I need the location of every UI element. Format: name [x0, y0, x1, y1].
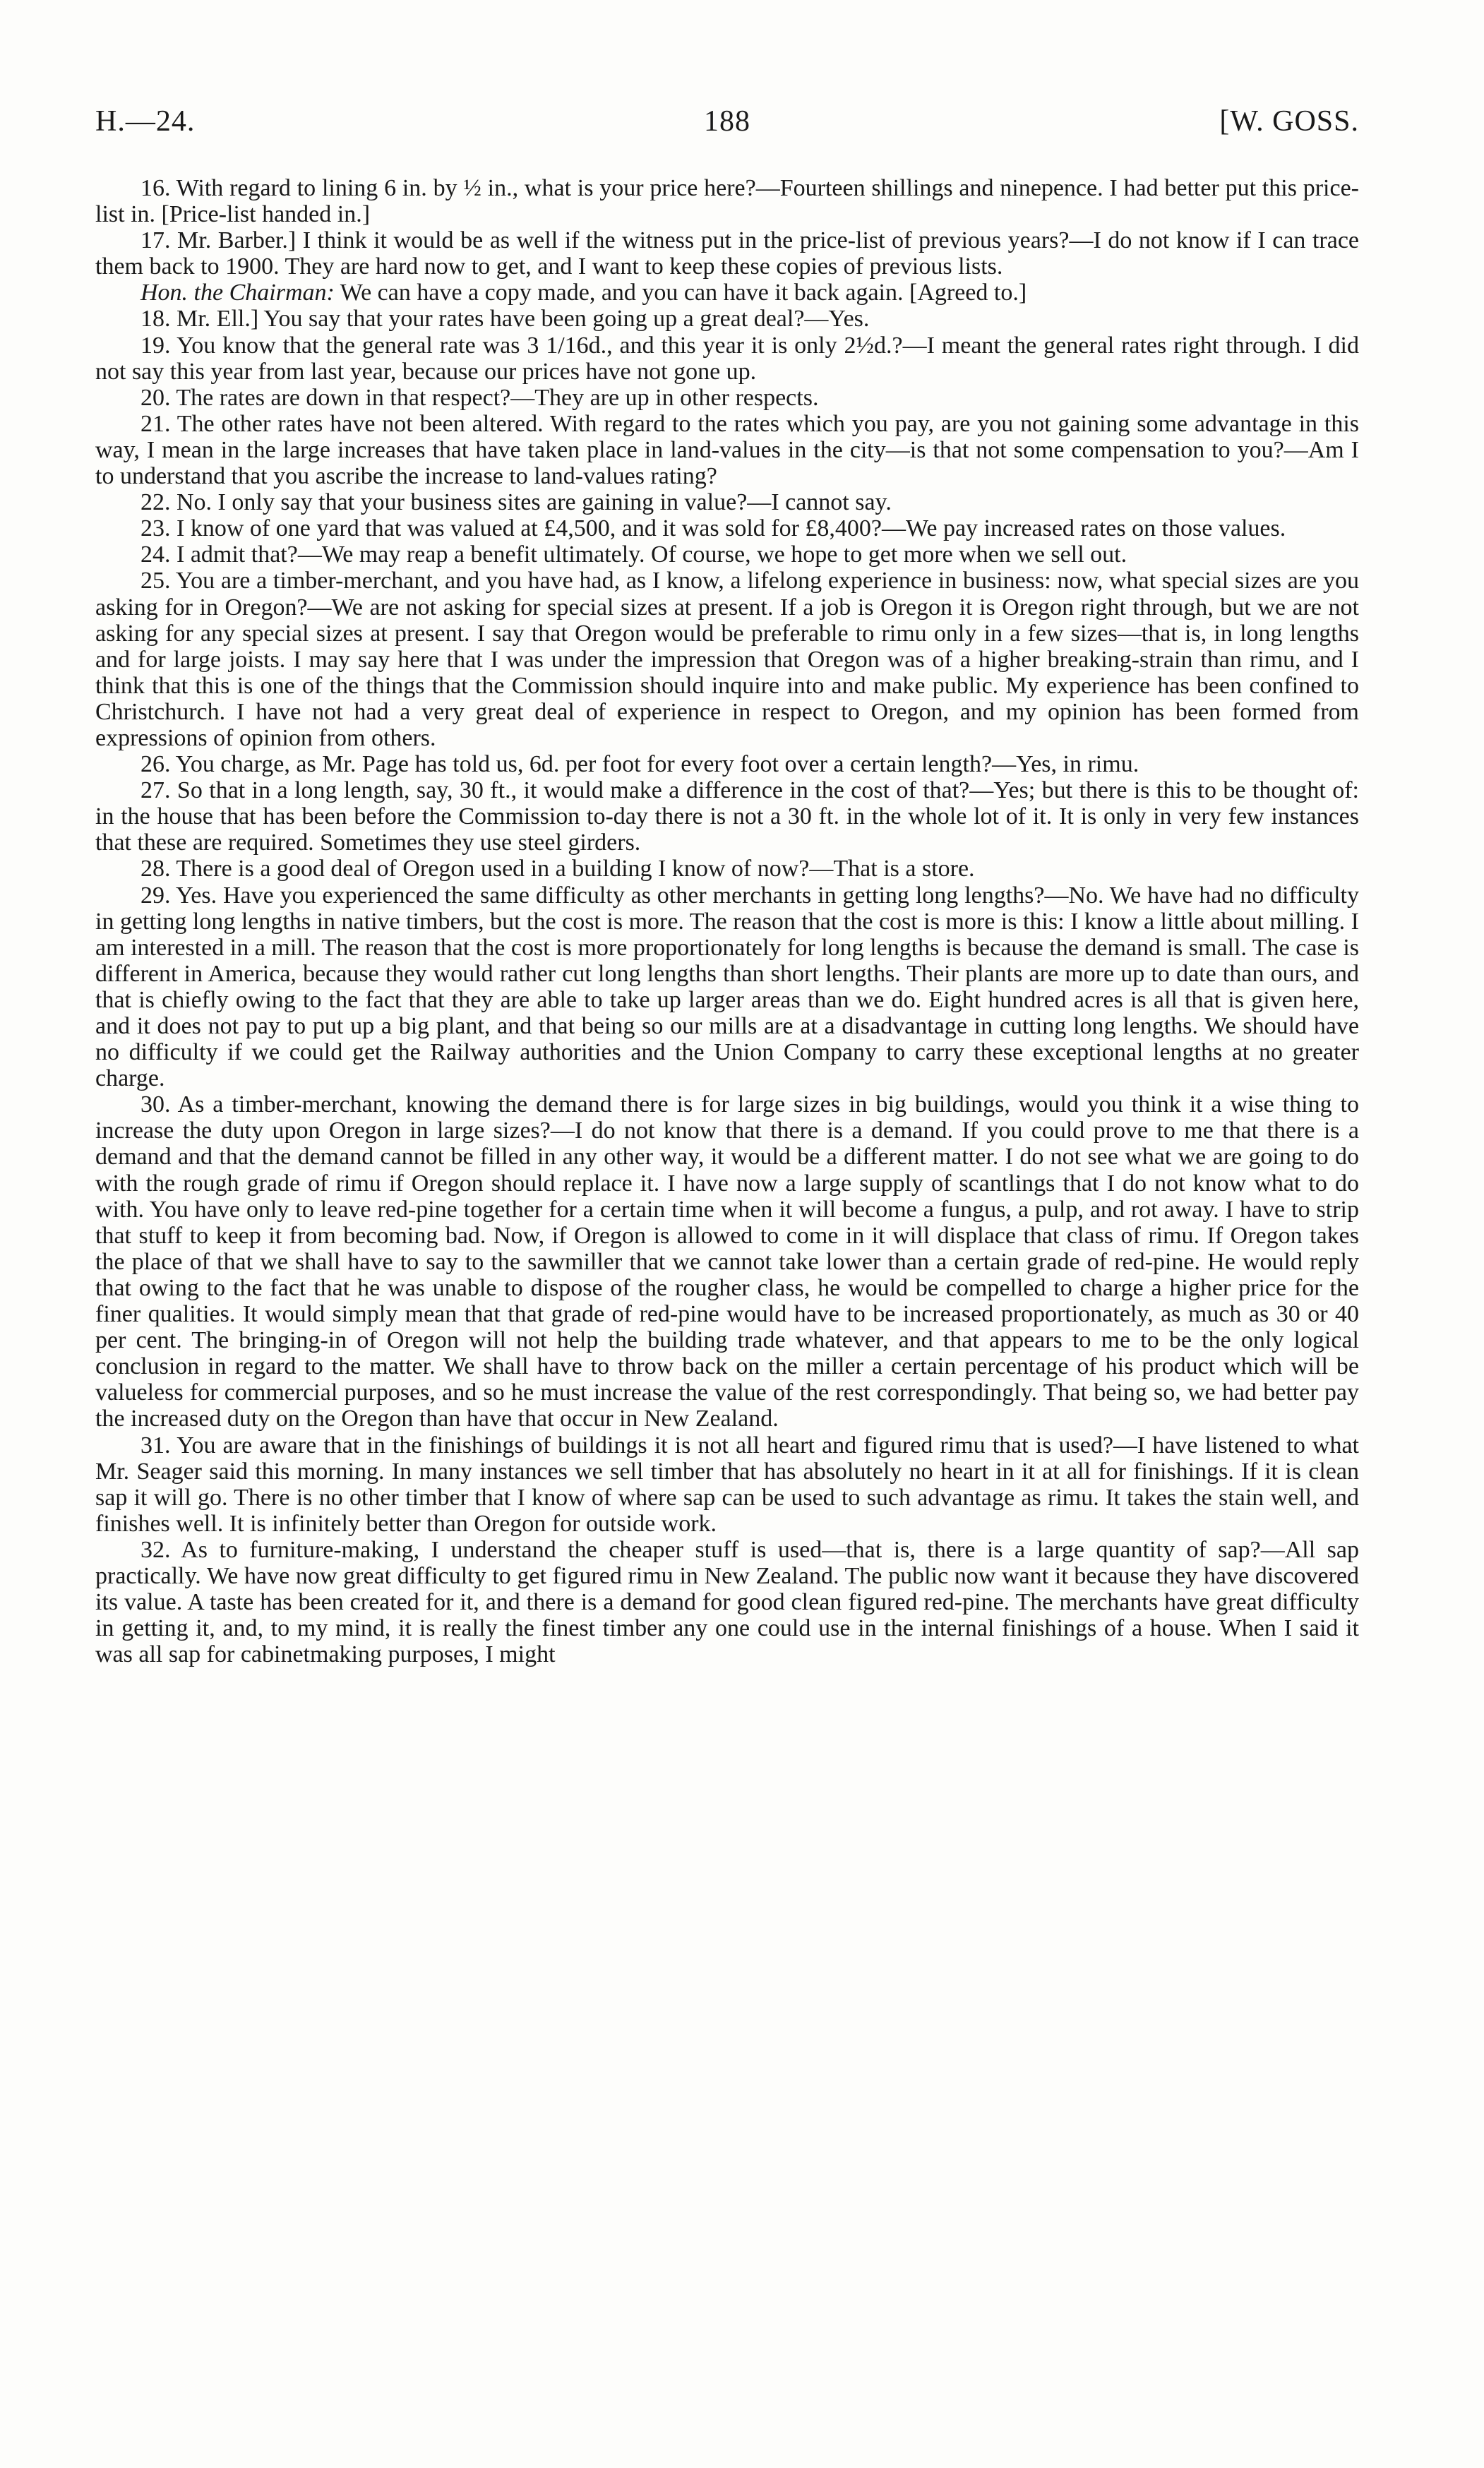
paragraph-q32: 32. As to furniture-making, I understand the cheaper stuff is used—that is, there is a large quantity of sap?—All sap practically. We have now great difficulty to get figured rimu in New Zealand. The public now want it because they have discovered its value. A taste has been created for it, and there is a demand for good clean figured red-pine. The merchants have great difficulty in getting it, and, to my mind, it is really the finest timber any one could use in the internal finishings of a house. When I said it was all sap for cabinetmaking purposes, I might [95, 1536, 1359, 1668]
paragraph-q31: 31. You are aware that in the finishings of buildings it is not all heart and figured rimu that is used?—I have listened to what Mr. Seager said this morning. In many instances we sell timber that has absolutely no heart in it at all for finishings. If it is clean sap it will go. There is no other timber that I know of where sap can be used to such advantage as rimu. It takes the stain well, and finishes well. It is infinitely better than Oregon for outside work. [95, 1432, 1359, 1537]
paragraph-q21: 21. The other rates have not been altered. With regard to the rates which you pay, are you not gaining some advantage in this way, I mean in the large increases that have taken place in land-values in the city—is that not some compensation to you?—Am I to understand that you ascribe the increase to land-values rating? [95, 410, 1359, 490]
paragraph-q16: 16. With regard to lining 6 in. by ½ in., what is your price here?—Fourteen shillings and ninepence. I had better put this price-list in. [Price-list handed in.] [95, 175, 1359, 228]
paragraph-q23: 23. I know of one yard that was valued at £4,500, and it was sold for £8,400?—We pay increased rates on those values. [140, 515, 1286, 542]
paragraph-chairman: Hon. the Chairman: We can have a copy made, and you can have it back again. [Agreed to.] [140, 280, 1027, 306]
page-header [95, 104, 1359, 154]
paragraph-q20: 20. The rates are down in that respect?—They are up in other respects. [140, 384, 819, 411]
paragraph-q28: 28. There is a good deal of Oregon used in a building I know of now?—That is a store. [140, 856, 975, 882]
paragraph-q26: 26. You charge, as Mr. Page has told us, 6d. per foot for every foot over a certain length?—Yes, in rimu. [140, 751, 1139, 778]
speaker-label: Hon. the Chairman: [140, 280, 335, 306]
body-text [95, 175, 1359, 1667]
witness-name: [W. GOSS. [1219, 105, 1359, 138]
document-reference: H.—24. [95, 105, 196, 138]
paragraph-q25: 25. You are a timber-merchant, and you have had, as I know, a lifelong experience in business: now, what special sizes are you asking for in Oregon?—We are not asking for special sizes at present. If a job is Oregon it is Oregon right through, but we are not asking for any special sizes at present. I say that Oregon would be preferable to rimu only in a few sizes—that is, in long lengths and for large joists. I may say here that I was under the impression that Oregon was of a higher breaking-strain than rimu, and I think that this is one of the things that the Commission should inquire into and make public. My experience has been confined to Christchurch. I have not had a very great deal of experience in respect to Oregon, and my opinion has been formed from expressions of opinion from others. [95, 568, 1359, 751]
paragraph-q24: 24. I admit that?—We may reap a benefit ultimately. Of course, we hope to get more when we sell out. [140, 541, 1127, 568]
paragraph-q17: 17. Mr. Barber.] I think it would be as well if the witness put in the price-list of previous years?—I do not know if I can trace them back to 1900. They are hard now to get, and I want to keep these copies of previous lists. [95, 227, 1359, 280]
paragraph-q19: 19. You know that the general rate was 3 1/16d., and this year it is only 2½d.?—I meant the general rates right through. I did not say this year from last year, because our prices have not gone up. [95, 332, 1359, 385]
paragraph-q29: 29. Yes. Have you experienced the same difficulty as other merchants in getting long lengths?—No. We have had no difficulty in getting long lengths in native timbers, but the cost is more. The reason that the cost is more is this: I know a little about milling. I am interested in a mill. The reason that the cost is more proportionately for long lengths is because the demand is small. The case is different in America, because they would rather cut long lengths than short lengths. Their plants are more up to date than ours, and that is chiefly owing to the fact that they are able to take up larger areas than we do. Eight hundred acres is all that is given here, and it does not pay to put up a big plant, and that being so our mills are at a disadvantage in cutting long lengths. We should have no difficulty if we could get the Railway authorities and the Union Company to carry these exceptional lengths at no greater charge. [95, 882, 1359, 1092]
paragraph-q27: 27. So that in a long length, say, 30 ft., it would make a difference in the cost of that?—Yes; but there is this to be thought of: in the house that has been before the Commission to-day there is not a 30 ft. in the whole lot of it. It is only in very few instances that these are required. Sometimes they use steel girders. [95, 777, 1359, 856]
paragraph-q18: 18. Mr. Ell.] You say that your rates have been going up a great deal?—Yes. [140, 306, 870, 333]
paragraph-q30: 30. As a timber-merchant, knowing the demand there is for large sizes in big buildings, would you think it a wise thing to increase the duty upon Oregon in large sizes?—I do not know that there is a demand. If you could prove to me that there is a demand and that the demand cannot be filled in any other way, it would be a different matter. I do not see what we are going to do with the rough grade of rimu if Oregon should replace it. I have now a large supply of scantlings that I do not know what to do with. You have only to leave red-pine together for a certain time when it will become a fungus, a pulp, and rot away. I have to strip that stuff to keep it from becoming bad. Now, if Oregon is allowed to come in it will displace that class of rimu. If Oregon takes the place of that we shall have to say to the sawmiller that we cannot take lower than a certain grade of red-pine. He would reply that owing to the fact that he was unable to dispose of the rougher class, he would be compelled to charge a higher price for the finer qualities. It would simply mean that that grade of red-pine would have to be increased proportionately, as much as 30 or 40 per cent. The bringing-in of Oregon will not help the building trade whatever, and that appears to me to be the only logical conclusion in regard to the matter. We shall have to throw back on the miller a certain percentage of his product which will be valueless for commercial purposes, and so he must increase the value of the rest correspondingly. That being so, we had better pay the increased duty on the Oregon than have that occur in New Zealand. [95, 1091, 1359, 1432]
page-number: 188 [704, 105, 750, 138]
paragraph-q22: 22. No. I only say that your business sites are gaining in value?—I cannot say. [140, 489, 892, 516]
